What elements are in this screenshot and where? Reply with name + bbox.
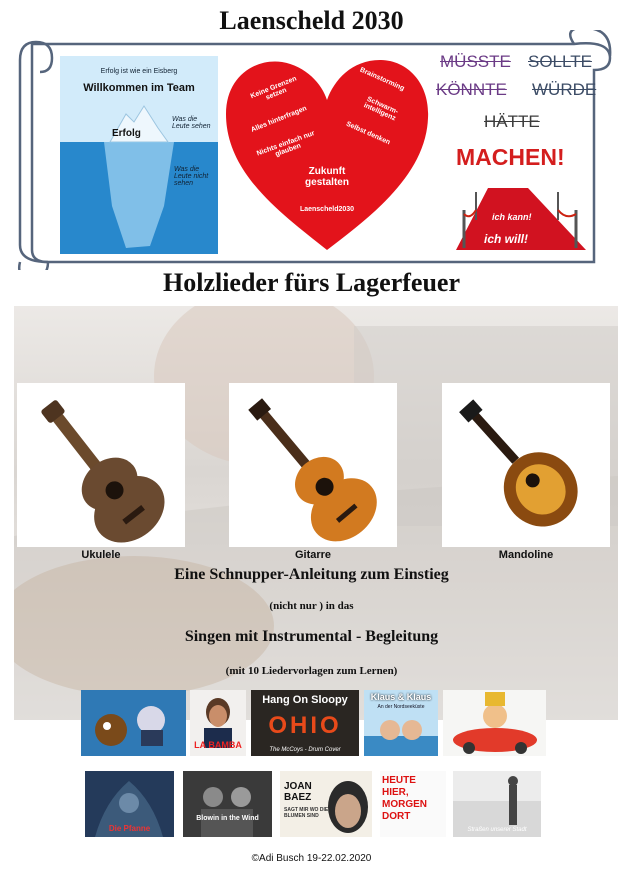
- crossed-word: HÄTTE: [484, 112, 540, 131]
- song-thumbnail[interactable]: [85, 771, 174, 837]
- heart-item: Nichts einfach nur glauben: [255, 129, 316, 159]
- carpet-text-1: ich kann!: [492, 212, 532, 222]
- instrument-caption: Mandoline: [498, 549, 554, 561]
- song-caption: HEUTE HIER, MORGEN DORT: [382, 775, 427, 822]
- intro-line: (nicht nur ) in das: [269, 600, 354, 612]
- ukulele-image: [17, 383, 185, 547]
- song-thumbnail[interactable]: [251, 690, 359, 756]
- song-thumbnail[interactable]: [280, 771, 372, 837]
- song-subcaption: An der Nordseeküste: [377, 704, 425, 710]
- crossed-word: SOLLTE: [528, 52, 592, 71]
- iceberg-tip-label: Erfolg: [112, 128, 141, 139]
- intro-note: (mit 10 Liedervorlagen zum Lernen): [225, 665, 398, 677]
- song-caption: LA BAMBA: [194, 740, 242, 750]
- mandolin-image: [442, 383, 610, 547]
- song-caption: Blowin in the Wind: [196, 815, 259, 822]
- song-thumbnail[interactable]: [364, 690, 438, 756]
- song-caption: Die Pfanne: [108, 824, 151, 833]
- iceberg-below-note: Was die Leute nicht sehen: [174, 166, 209, 187]
- song-caption: JOAN BAEZ: [284, 781, 312, 803]
- subtitle: Holzlieder fürs Lagerfeuer: [163, 268, 460, 297]
- intro-heading: Eine Schnupper-Anleitung zum Einstieg: [174, 566, 449, 583]
- instrument-caption: Gitarre: [294, 549, 332, 561]
- heart-graphic: [222, 54, 432, 254]
- song-thumbnail[interactable]: [443, 690, 546, 756]
- song-thumbnail[interactable]: [81, 690, 186, 756]
- crossed-word: KÖNNTE: [436, 80, 507, 99]
- guitar-image: [229, 383, 397, 547]
- heart-item: Keine Grenzen setzen: [249, 75, 298, 102]
- carpet-text-2: ich will!: [484, 232, 529, 246]
- song-subcaption: SAGT MIR WO DIE BLUMEN SIND: [284, 807, 329, 819]
- song-caption: Klaus & Klaus: [370, 692, 432, 702]
- song-caption: Straßen unserer Stadt: [467, 827, 527, 833]
- song-thumbnail[interactable]: [190, 690, 246, 756]
- heart-item: Alles hinterfragen: [250, 105, 308, 134]
- iceberg-above-note: Was die Leute sehen: [172, 116, 211, 130]
- heart-center-text: Zukunft gestalten: [305, 166, 349, 188]
- song-thumbnail[interactable]: [453, 771, 541, 837]
- heart-footer-text: Laenscheld2030: [299, 206, 355, 213]
- emphasis-word: MACHEN!: [456, 144, 565, 170]
- page-title: Laenscheld 2030: [219, 6, 404, 35]
- copyright: ©Adi Busch 19-22.02.2020: [251, 853, 372, 864]
- heart-item: Schwarm-intelligenz: [362, 95, 400, 123]
- heart-item: Selbst denken: [344, 120, 392, 147]
- song-caption: Hang On Sloopy: [262, 694, 348, 706]
- instrument-caption: Ukulele: [81, 549, 121, 561]
- crossed-word: MÜSSTE: [440, 52, 511, 71]
- iceberg-top-text: Erfolg ist wie ein Eisberg: [100, 68, 178, 75]
- crossed-word: WÜRDE: [532, 80, 597, 99]
- heart-item: Brainstorming: [358, 66, 406, 93]
- crossed-words-panel: [436, 52, 610, 252]
- iceberg-headline: Willkommen im Team: [83, 82, 195, 94]
- song-subcaption: The McCoys - Drum Cover: [269, 747, 341, 753]
- song-thumbnail[interactable]: [183, 771, 272, 837]
- iceberg-panel: [60, 56, 218, 254]
- intro-heading-2: Singen mit Instrumental - Begleitung: [184, 628, 439, 645]
- song-thumbnail[interactable]: [380, 771, 446, 837]
- song-caption-big: OHIO: [268, 712, 342, 739]
